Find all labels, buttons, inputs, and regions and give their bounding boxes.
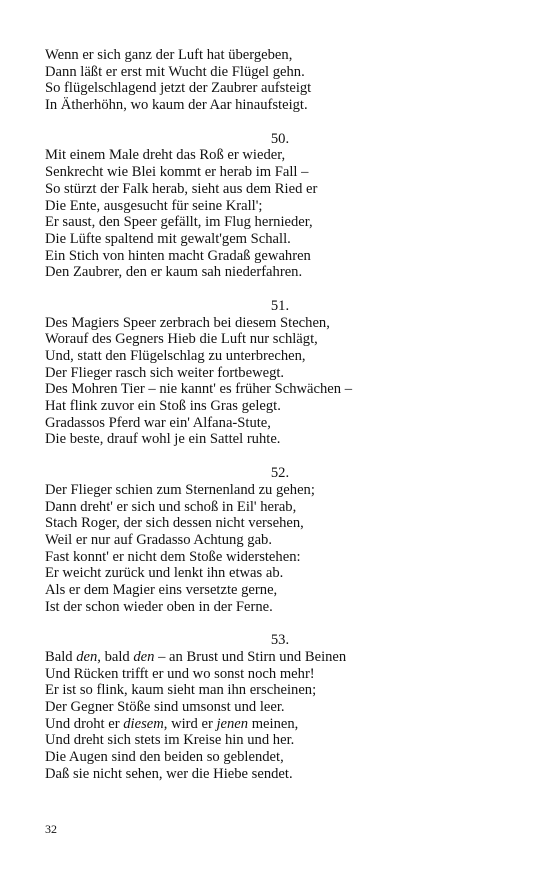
verse-text: Weil er nur auf Gradasso Achtung gab. <box>45 531 272 548</box>
verse-line <box>45 749 515 766</box>
verse-text: , wird er <box>163 715 217 732</box>
verse-line <box>45 147 515 164</box>
verse-line <box>45 699 515 716</box>
verse-text: Senkrecht wie Blei kommt er herab im Fall – <box>45 164 309 181</box>
verse-line <box>45 80 515 97</box>
verse-emphasis: den <box>133 649 155 665</box>
verse-line <box>45 549 515 566</box>
verse-text: Mit einem Male dreht das Roß er wieder, <box>45 147 286 164</box>
verse-text: In Ätherhöhn, wo kaum der Aar hinaufsteigt. <box>45 97 308 114</box>
verse-line <box>45 231 515 248</box>
verse-text: So stürzt der Falk herab, sieht aus dem Ried er <box>45 180 318 197</box>
page-number: 32 <box>45 822 57 836</box>
verse-text: Und, statt den Flügelschlag zu unterbrechen, <box>45 348 306 364</box>
verse-text: – an Brust und Stirn und Beinen <box>154 649 347 665</box>
verse-text: Des Mohren Tier – nie kannt' es früher Schwächen – <box>45 381 353 398</box>
verse-text: Gradassos Pferd war ein' Alfana-Stute, <box>45 414 271 431</box>
verse-text: Fast konnt' er nicht dem Stoße widerstehen: <box>45 548 301 565</box>
verse-line <box>45 47 515 64</box>
verse-line <box>45 431 515 448</box>
verse-line <box>45 348 515 365</box>
verse-line <box>45 666 515 683</box>
verse-text: Die Augen sind den beiden so geblendet, <box>45 749 284 766</box>
poem-text <box>45 47 515 783</box>
verse-text: Ein Stich von hinten macht Gradaß gewahren <box>45 247 311 264</box>
verse-line <box>45 482 515 499</box>
stanza <box>45 298 515 448</box>
verse-text: Der Gegner Stöße sind umsonst und leer. <box>45 699 285 716</box>
verse-line <box>45 766 515 783</box>
verse-text: So flügelschlagend jetzt der Zaubrer aufsteigt <box>45 80 312 97</box>
verse-line <box>45 64 515 81</box>
verse-text: Dann läßt er erst mit Wucht die Flügel gehn. <box>45 63 305 80</box>
verse-line <box>45 198 515 215</box>
verse-text: Und dreht sich stets im Kreise hin und her. <box>45 732 295 749</box>
verse-line <box>45 515 515 532</box>
verse-text: Die Lüfte spaltend mit gewalt'gem Schall. <box>45 230 291 247</box>
verse-text: Des Magiers Speer zerbrach bei diesem Stechen, <box>45 314 330 331</box>
verse-line <box>45 682 515 699</box>
stanza <box>45 465 515 615</box>
verse-line <box>45 532 515 549</box>
verse-text: Die beste, drauf wohl je ein Sattel ruhte. <box>45 431 281 448</box>
stanza-number: 52. <box>270 465 290 482</box>
verse-line <box>45 582 515 599</box>
verse-text: Und droht er <box>45 715 124 732</box>
verse-text: Ist der schon wieder oben in der Ferne. <box>45 598 273 615</box>
verse-line <box>45 264 515 281</box>
verse-text: Er saust, den Speer gefällt, im Flug hernieder, <box>45 214 313 231</box>
verse-text: Stach Roger, der sich dessen nicht versehen, <box>45 515 304 532</box>
stanza-number: 53. <box>270 632 290 649</box>
verse-line <box>45 565 515 582</box>
verse-text: Worauf des Gegners Hieb die Luft nur schlägt, <box>45 331 318 348</box>
verse-line <box>45 649 515 666</box>
stanza-number: 50. <box>270 130 290 147</box>
verse-line <box>45 499 515 516</box>
verse-line <box>45 97 515 114</box>
stanza <box>45 47 515 114</box>
verse-line <box>45 365 515 382</box>
verse-emphasis: jenen <box>216 715 249 732</box>
verse-emphasis: diesem <box>123 715 164 732</box>
verse-line <box>45 164 515 181</box>
verse-line <box>45 415 515 432</box>
verse-emphasis: den <box>76 649 98 665</box>
verse-text: Der Flieger schien zum Sternenland zu gehen; <box>45 481 315 498</box>
verse-text: , bald <box>97 649 134 665</box>
verse-text: Er weicht zurück und lenkt ihn etwas ab. <box>45 565 284 582</box>
verse-text: Der Flieger rasch sich weiter fortbewegt. <box>45 364 285 381</box>
verse-text: Als er dem Magier eins versetzte gerne, <box>45 581 278 598</box>
verse-line <box>45 248 515 265</box>
verse-line <box>45 599 515 616</box>
verse-line <box>45 331 515 348</box>
verse-text: Daß sie nicht sehen, wer die Hiebe sendet. <box>45 765 293 782</box>
verse-text: Bald <box>45 649 77 665</box>
verse-text: Wenn er sich ganz der Luft hat übergeben, <box>45 47 293 63</box>
verse-line <box>45 315 515 332</box>
stanza <box>45 131 515 281</box>
verse-text: Und Rücken trifft er und wo sonst noch mehr! <box>45 665 315 682</box>
stanza <box>45 632 515 782</box>
verse-text: Dann dreht' er sich und schoß in Eil' herab, <box>45 498 297 515</box>
verse-text: Hat flink zuvor ein Stoß ins Gras gelegt. <box>45 398 281 415</box>
verse-text: meinen, <box>248 715 299 732</box>
verse-line <box>45 398 515 415</box>
verse-line <box>45 181 515 198</box>
verse-text: Den Zaubrer, den er kaum sah niederfahren. <box>45 264 303 281</box>
verse-text: Er ist so flink, kaum sieht man ihn erscheinen; <box>45 682 317 699</box>
verse-line <box>45 381 515 398</box>
verse-line <box>45 732 515 749</box>
verse-line <box>45 214 515 231</box>
verse-text: Die Ente, ausgesucht für seine Krall'; <box>45 197 263 214</box>
stanza-number: 51. <box>270 297 290 314</box>
verse-line <box>45 716 515 733</box>
